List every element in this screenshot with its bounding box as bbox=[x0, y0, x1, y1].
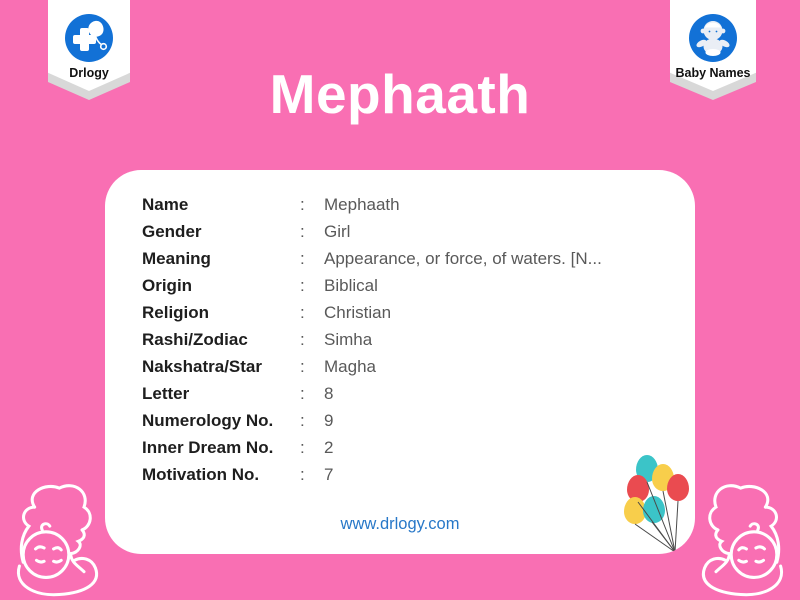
mother-baby-illustration-left bbox=[8, 478, 103, 598]
detail-label: Name bbox=[142, 194, 189, 214]
detail-row-religion bbox=[142, 299, 675, 326]
page-title: Mephaath bbox=[269, 63, 531, 125]
detail-value: Appearance, or force, of waters. [N... bbox=[324, 248, 602, 268]
details-list bbox=[142, 191, 675, 488]
detail-value: Mephaath bbox=[324, 194, 400, 214]
detail-row-nakshatra bbox=[142, 353, 675, 380]
detail-row-letter bbox=[142, 380, 675, 407]
drlogy-badge-label: Drlogy bbox=[69, 66, 109, 80]
detail-label: Nakshatra/Star bbox=[142, 356, 263, 376]
detail-row-motivation bbox=[142, 461, 675, 488]
detail-separator: : bbox=[300, 329, 305, 349]
detail-label: Motivation No. bbox=[142, 464, 260, 484]
detail-label: Numerology No. bbox=[142, 410, 274, 430]
detail-value: Magha bbox=[324, 356, 376, 376]
detail-separator: : bbox=[300, 464, 305, 484]
website-link[interactable]: www.drlogy.com bbox=[340, 515, 460, 533]
detail-row-numerology bbox=[142, 407, 675, 434]
detail-row-gender bbox=[142, 218, 675, 245]
balloon bbox=[667, 474, 689, 501]
drlogy-medical-icon bbox=[65, 14, 113, 62]
baby-names-badge-label: Baby Names bbox=[675, 66, 751, 80]
detail-label: Origin bbox=[142, 275, 193, 295]
detail-value: 7 bbox=[324, 464, 334, 484]
mother-baby-illustration-right bbox=[697, 478, 792, 598]
baby-icon bbox=[689, 14, 737, 62]
detail-value: Simha bbox=[324, 329, 373, 349]
detail-label: Inner Dream No. bbox=[142, 437, 274, 457]
detail-row-origin bbox=[142, 272, 675, 299]
detail-separator: : bbox=[300, 302, 305, 322]
detail-separator: : bbox=[300, 221, 305, 241]
detail-separator: : bbox=[300, 383, 305, 403]
detail-label: Religion bbox=[142, 302, 210, 322]
detail-row-name bbox=[142, 191, 675, 218]
detail-separator: : bbox=[300, 437, 305, 457]
detail-separator: : bbox=[300, 194, 305, 214]
detail-value: Biblical bbox=[324, 275, 378, 295]
detail-separator: : bbox=[300, 410, 305, 430]
detail-value: 8 bbox=[324, 383, 334, 403]
detail-row-inner-dream bbox=[142, 434, 675, 461]
detail-row-rashi bbox=[142, 326, 675, 353]
detail-separator: : bbox=[300, 356, 305, 376]
detail-value: 2 bbox=[324, 437, 334, 457]
detail-value: 9 bbox=[324, 410, 334, 430]
detail-value: Christian bbox=[324, 302, 392, 322]
name-details-card bbox=[105, 170, 695, 554]
detail-label: Meaning bbox=[142, 248, 211, 268]
detail-label: Rashi/Zodiac bbox=[142, 329, 248, 349]
detail-row-meaning bbox=[142, 245, 675, 272]
detail-separator: : bbox=[300, 248, 305, 268]
detail-label: Letter bbox=[142, 383, 190, 403]
detail-value: Girl bbox=[324, 221, 351, 241]
balloon bbox=[643, 496, 665, 523]
detail-separator: : bbox=[300, 275, 305, 295]
detail-label: Gender bbox=[142, 221, 202, 241]
